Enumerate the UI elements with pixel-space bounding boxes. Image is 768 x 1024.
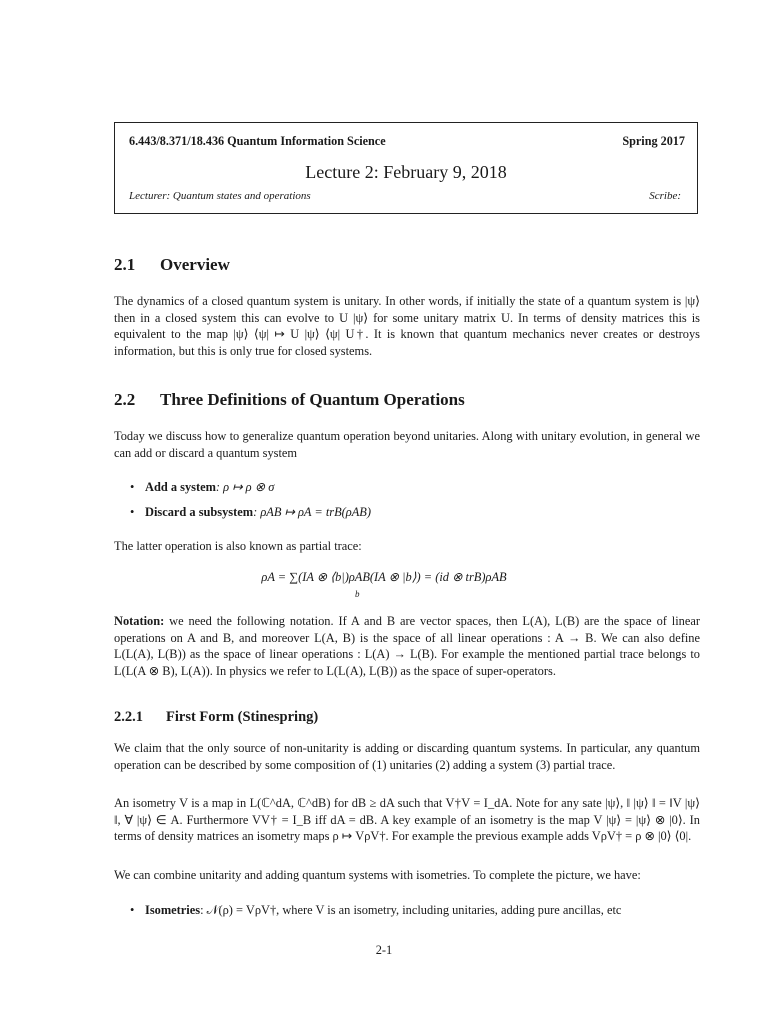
bullet-isometries [130,902,700,920]
bullet-dot: • [130,480,135,494]
paragraph-overview: The dynamics of a closed quantum system is unitary. In other words, if initially the state of a quantum system is |ψ⟩ then in a closed system this can evolve to U |ψ⟩ for some unitary matrix U. In terms of density matrices this is equivalent to the map |ψ⟩ ⟨ψ| ↦ U |ψ⟩ ⟨ψ| U†. It is known that quantum mechanics never creates or destroys information, but this is only true for closed systems. [114,294,700,358]
lecture-title: Lecture 2: February 9, 2018 [305,162,507,182]
paragraph-isometry: An isometry V is a map in L(ℂ^dA, ℂ^dB) for dB ≥ dA such that V†V = I_dA. Note for any sate |ψ⟩, ‖ |ψ⟩ ‖ = ‖V |ψ⟩ ‖, ∀ |ψ⟩ ∈ A. Furthermore VV† = I_B iff dA = dB. A key example of an isometry is the map V |ψ⟩ = |ψ⟩ ⊗ |0⟩. In terms of density matrices an isometry maps ρ ↦ VρV†. For example the previous example adds VρV† = ρ ⊗ |0⟩ ⟨0|. [114,796,700,843]
bullet-expression: : 𝒩(ρ) = VρV†, where V is an isometry, including unitaries, adding pure ancillas, etc [200,903,622,917]
bullet-discard-subsystem [130,504,700,522]
section-heading-overview [114,253,230,278]
term-label: Spring 2017 [622,134,685,148]
section-number: 2.1 [114,255,136,274]
scribe-label: Scribe: [649,190,681,202]
bullet-add-system [130,479,700,497]
bullet-expression: : ρ ↦ ρ ⊗ σ [215,480,275,494]
partial-trace-equation: ρA = ∑(IA ⊗ ⟨b|)ρAB(IA ⊗ |b⟩) = (id ⊗ trB)ρAB [261,570,507,584]
bullet-dot: • [130,505,135,519]
subsection-title: First Form (Stinespring) [166,709,319,725]
lecture-header-box [114,122,698,214]
paragraph-today: Today we discuss how to generalize quantum operation beyond unitaries. Along with unitary evolution, in general we can add or discard a quantum system [114,429,700,460]
equation-subscript: b [355,589,360,599]
paragraph-notation [114,613,700,679]
lecturer-label: Lecturer: Quantum states and operations [129,190,311,202]
section-number: 2.2 [114,390,136,409]
bullet-dot: • [130,903,135,917]
section-title: Overview [160,255,230,274]
section-title: Three Definitions of Quantum Operations [160,390,465,409]
bullet-label: Isometries [145,903,201,917]
bullet-expression: : ρAB ↦ ρA = trB(ρAB) [253,505,371,519]
bullet-label: Discard a subsystem [145,505,254,519]
page-number: 2-1 [375,943,393,957]
subsection-number: 2.2.1 [114,709,143,725]
section-heading-definitions [114,388,465,413]
notation-label: Notation: [114,614,165,628]
bullet-label: Add a system [145,480,216,494]
notation-text: we need the following notation. If A and B are vector spaces, then L(A), L(B) are the space of linear operations on A and B, and moreover L(A, B) is the space of all linear operations : A → B. We can also define L(L(A), L(B)) as the space of linear operations : L(A) → L(B). For example the mentioned partial trace belongs to L(L(A ⊗ B), L(A)). In physics we refer to L(L(A), L(B)) as the space of super-operators. [114,614,700,678]
course-title: 6.443/8.371/18.436 Quantum Information Science [129,134,386,148]
paragraph-combine: We can combine unitarity and adding quantum systems with isometries. To complete the picture, we have: [114,868,641,882]
paragraph-latter: The latter operation is also known as partial trace: [114,539,362,553]
subsection-heading-stinespring [114,707,318,728]
paragraph-claim: We claim that the only source of non-unitarity is adding or discarding quantum systems. In particular, any quantum operation can be described by some composition of (1) unitaries (2) adding a system (3) partial trace. [114,741,700,772]
